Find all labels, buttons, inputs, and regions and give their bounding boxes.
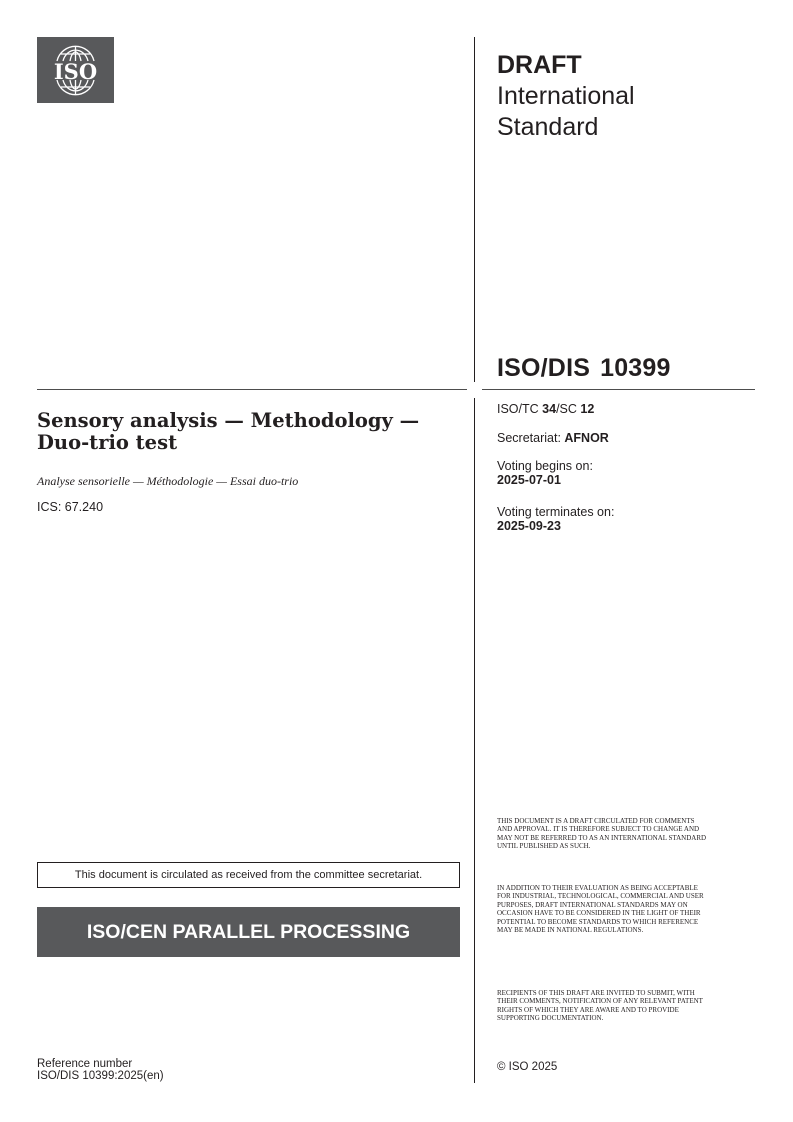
international-label: International (497, 82, 635, 110)
horizontal-divider-right (482, 389, 755, 390)
secretariat-info: Secretariat: AFNOR (497, 431, 609, 445)
ics-code: ICS: 67.240 (37, 500, 104, 514)
voting-terminates-date: 2025-09-23 (497, 519, 561, 533)
document-title: Sensory analysis — Methodology — Duo-trio test (37, 409, 420, 454)
vertical-divider-bottom (474, 398, 475, 1083)
vertical-divider-top (474, 37, 475, 382)
document-type-heading (497, 50, 635, 143)
document-number-prefix: ISO/DIS (497, 354, 591, 382)
disclaimer-paragraph-3: RECIPIENTS OF THIS DRAFT ARE INVITED TO SUBMIT, WITH THEIR COMMENTS, NOTIFICATION OF ANY RELEVANT PATENT RIGHTS OF WHICH THEY ARE AWARE AND TO PROVIDE SUPPORTING DOCUMENTATION. (497, 989, 703, 1023)
document-title-french: Analyse sensorielle — Méthodologie — Essai duo-trio (37, 474, 299, 488)
document-number-value: 10399 (600, 354, 671, 382)
iso-logo (37, 37, 114, 103)
sc-number: 12 (580, 402, 595, 416)
voting-terminates (497, 505, 614, 533)
disclaimer-paragraph-2: IN ADDITION TO THEIR EVALUATION AS BEING ACCEPTABLE FOR INDUSTRIAL, TECHNOLOGICAL, COMMERCIAL AND USER PURPOSES, DRAFT INTERNATIONAL STANDARDS MAY ON OCCASION HAVE TO BE CONSIDERED IN THE LIGHT OF THEIR POTENTIAL TO BECOME STANDARDS TO WHICH REFERENCE MAY BE MADE IN NATIONAL REGULATIONS. (497, 884, 704, 935)
iso-globe-icon (37, 37, 114, 103)
draft-label: DRAFT (497, 51, 582, 79)
reference-number (37, 1058, 164, 1082)
disclaimer-paragraph-1: THIS DOCUMENT IS A DRAFT CIRCULATED FOR COMMENTS AND APPROVAL. IT IS THEREFORE SUBJECT TO CHANGE AND MAY NOT BE REFERRED TO AS AN INTERNATIONAL STANDARD UNTIL PUBLISHED AS SUCH. (497, 817, 707, 851)
document-number (497, 354, 671, 383)
parallel-processing-banner: ISO/CEN PARALLEL PROCESSING (37, 907, 460, 957)
voting-begins-label: Voting begins on: (497, 459, 593, 473)
secretariat-notice: This document is circulated as received from the committee secretariat. (37, 862, 460, 888)
tc-number: 34 (542, 402, 557, 416)
reference-number-value: ISO/DIS 10399:2025(en) (37, 1070, 164, 1082)
secretariat-value: AFNOR (564, 431, 609, 445)
voting-terminates-label: Voting terminates on: (497, 505, 615, 519)
standard-label: Standard (497, 113, 599, 141)
svg-text:ISO: ISO (53, 59, 98, 84)
voting-begins-date: 2025-07-01 (497, 473, 561, 487)
voting-begins (497, 459, 593, 487)
copyright-notice: © ISO 2025 (497, 1061, 558, 1073)
reference-number-label: Reference number (37, 1058, 133, 1070)
horizontal-divider-left (37, 389, 467, 390)
committee-info: ISO/TC 34/SC 12 (497, 402, 595, 416)
